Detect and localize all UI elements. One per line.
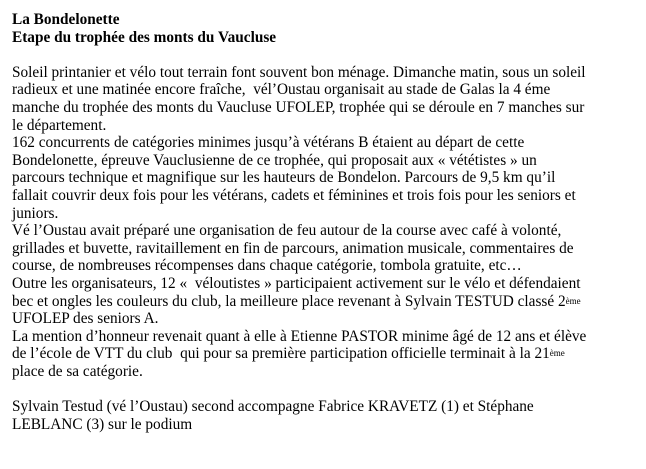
photo-caption [12, 398, 642, 433]
caption-line: LEBLANC (3) sur le podium [12, 415, 193, 433]
text-line: radieux et une matinée encore fraîche, vél’Oustau organisait au stade de Galas la 4 éme [12, 81, 551, 99]
text-line: Bondelonette, épreuve Vauclusienne de ce trophée, qui proposait aux « vététistes » un [12, 151, 537, 169]
text-line: place de sa catégorie. [12, 362, 143, 380]
article-subtitle: Etape du trophée des monts du Vaucluse [12, 28, 277, 46]
article [12, 11, 642, 433]
spacer [12, 380, 642, 398]
text-line: Outre les organisateurs, 12 « véloutistes » participaient activement sur le vélo et défendaient [12, 274, 581, 292]
text-run: bec et ongles les couleurs du club, la meilleure place revenant à Sylvain TESTUD classé 2 [12, 292, 566, 310]
text-line [12, 293, 642, 311]
article-title: La Bondelonette [12, 11, 120, 28]
text-line: UFOLEP des seniors A. [12, 310, 159, 328]
paragraph-intro [12, 64, 642, 134]
text-line: La mention d’honneur revenait quant à elle à Etienne PASTOR minime âgé de 12 ans et élève [12, 327, 587, 345]
text-line: juniors. [12, 204, 59, 222]
text-line: Soleil printanier et vélo tout terrain font souvent bon ménage. Dimanche matin, sous un soleil [12, 63, 586, 81]
paragraph-organisation [12, 222, 642, 275]
text-line: 162 concurrents de catégories minimes jusqu’à vétérans B étaient au départ de cette [12, 134, 525, 152]
paragraph-club-results [12, 275, 642, 328]
spacer [12, 46, 642, 64]
text-line: fallait couvrir deux fois pour les vétérans, cadets et féminines et trois fois pour les seniors et [12, 186, 576, 204]
text-line: course, de nombreuses récompenses dans chaque catégorie, tombola gratuite, etc… [12, 257, 522, 275]
text-line: parcours technique et magnifique sur les hauteurs de Bondelon. Parcours de 9,5 km qu’il [12, 169, 556, 187]
text-line [12, 345, 642, 363]
caption-line: Sylvain Testud (vé l’Oustau) second accompagne Fabrice KRAVETZ (1) et Stéphane [12, 398, 534, 416]
text-line: Vé l’Oustau avait préparé une organisation de feu autour de la course avec café à volonté, [12, 222, 562, 240]
text-line: grillades et buvette, ravitaillement en fin de parcours, animation musicale, commentaires de [12, 239, 574, 257]
paragraph-participants [12, 134, 642, 222]
text-run: de l’école de VTT du club qui pour sa première participation officielle terminait à la 21 [12, 345, 550, 363]
text-line: manche du trophée des monts du Vaucluse UFOLEP, trophée qui se déroule en 7 manches sur [12, 98, 585, 116]
paragraph-honour-mention [12, 328, 642, 381]
text-line: le département. [12, 116, 107, 134]
ordinal-superscript: ème [549, 348, 565, 359]
ordinal-superscript: ème [565, 295, 581, 306]
